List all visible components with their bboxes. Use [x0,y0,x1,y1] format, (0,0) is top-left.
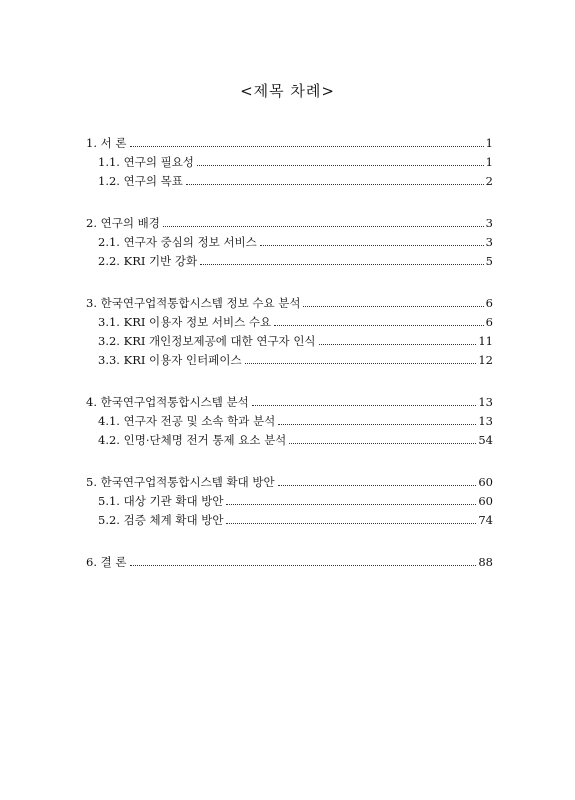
section-gap [86,530,493,553]
dot-leader [186,184,484,185]
dot-leader [226,504,476,505]
dot-leader [197,165,484,166]
section-gap [86,370,493,393]
toc-subentry[interactable] [86,153,493,172]
section-gap [86,191,493,214]
toc-subentry[interactable] [86,172,493,191]
dot-leader [226,523,476,524]
toc-subentry[interactable] [86,492,493,511]
toc-subentry[interactable] [86,412,493,431]
dot-leader [245,363,477,364]
dot-leader [274,325,484,326]
toc-subentry-page: 74 [478,513,493,527]
dot-leader [200,264,484,265]
toc-entry[interactable] [86,553,493,572]
toc-subentry-label: 5.1. 대상 기관 확대 방안 [98,494,224,508]
toc-subentry[interactable] [86,332,493,351]
section-gap [86,271,493,294]
toc-subentry[interactable] [86,252,493,271]
toc-subentry-label: 3.3. KRI 이용자 인터페이스 [98,353,242,367]
toc-subentry[interactable] [86,233,493,252]
dot-leader [130,146,484,147]
toc-entry[interactable] [86,214,493,233]
toc-entry[interactable] [86,393,493,412]
toc-subentry-page: 60 [478,494,493,508]
toc-subentry-label: 2.2. KRI 기반 강화 [98,254,198,268]
toc-subentry[interactable] [86,431,493,450]
toc-subentry-page: 11 [478,334,493,348]
dot-leader [319,344,477,345]
toc-subentry-page: 1 [485,155,493,169]
toc-entry-page: 3 [485,216,493,230]
dot-leader [130,565,477,566]
toc-entry-page: 13 [478,395,493,409]
toc-entry[interactable] [86,294,493,313]
toc-subentry-label: 5.2. 검증 체계 확대 방안 [98,513,224,527]
toc-subentry-page: 54 [478,433,493,447]
dot-leader [163,226,484,227]
toc-subentry-page: 2 [485,174,493,188]
toc-title: <제목 차례> [240,82,335,100]
toc-subentry-page: 6 [485,315,493,329]
dot-leader [278,424,476,425]
toc-subentry[interactable] [86,313,493,332]
toc-entry-label: 3. 한국연구업적통합시스템 정보 수요 분석 [86,296,301,310]
table-of-contents [86,134,493,572]
toc-subentry-label: 1.1. 연구의 필요성 [98,155,194,169]
toc-entry-page: 6 [485,296,493,310]
toc-subentry-page: 12 [478,353,493,367]
toc-entry-label: 4. 한국연구업적통합시스템 분석 [86,395,249,409]
toc-subentry-label: 4.2. 인명·단체명 전거 통제 요소 분석 [98,433,287,447]
toc-entry-page: 88 [478,555,493,569]
section-gap [86,450,493,473]
toc-subentry-label: 2.1. 연구자 중심의 정보 서비스 [98,235,257,249]
toc-subentry-page: 3 [485,235,493,249]
toc-entry[interactable] [86,134,493,153]
toc-subentry-page: 5 [485,254,493,268]
dot-leader [303,306,483,307]
toc-subentry-label: 1.2. 연구의 목표 [98,174,183,188]
toc-entry-page: 60 [478,475,493,489]
dot-leader [260,245,484,246]
toc-subentry[interactable] [86,351,493,370]
dot-leader [252,405,477,406]
toc-entry-label: 1. 서 론 [86,136,127,150]
toc-entry-label: 5. 한국연구업적통합시스템 확대 방안 [86,475,275,489]
toc-subentry[interactable] [86,511,493,530]
toc-subentry-label: 3.1. KRI 이용자 정보 서비스 수요 [98,315,272,329]
toc-entry-label: 6. 결 론 [86,555,127,569]
toc-subentry-label: 3.2. KRI 개인정보제공에 대한 연구자 인식 [98,334,316,348]
toc-subentry-page: 13 [478,414,493,428]
toc-entry[interactable] [86,473,493,492]
dot-leader [278,485,477,486]
toc-entry-label: 2. 연구의 배경 [86,216,160,230]
dot-leader [289,443,476,444]
toc-entry-page: 1 [485,136,493,150]
toc-subentry-label: 4.1. 연구자 전공 및 소속 학과 분석 [98,414,276,428]
